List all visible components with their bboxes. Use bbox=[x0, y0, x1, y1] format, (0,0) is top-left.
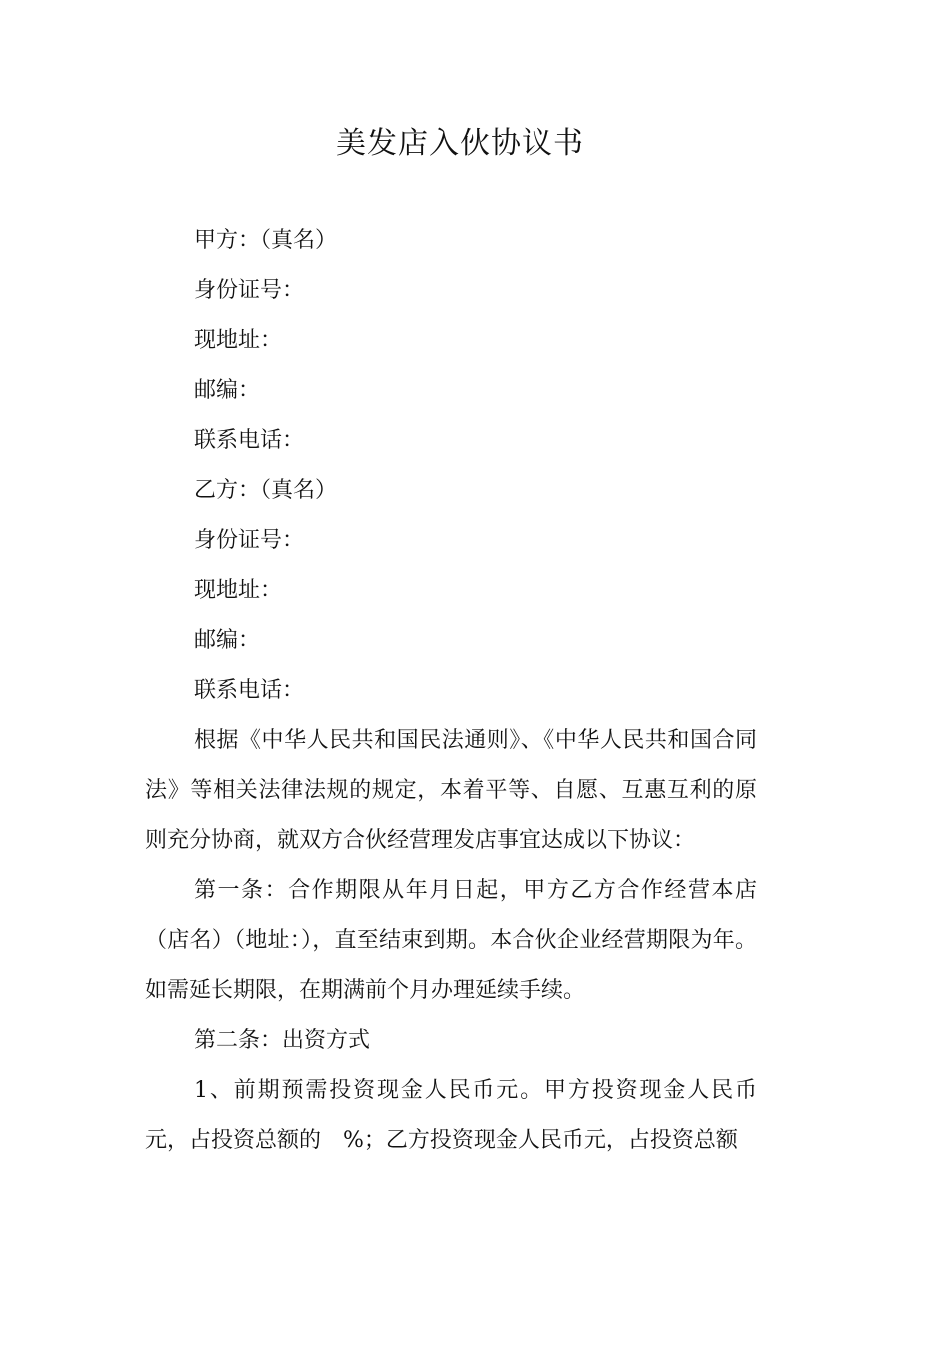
party-a-name-label: 甲方：（真名） bbox=[194, 228, 338, 253]
party-b-name-label: 乙方：（真名） bbox=[194, 478, 338, 503]
document-body bbox=[145, 216, 757, 1166]
document-title: 美发店入伙协议书 bbox=[336, 126, 584, 161]
article-2-item-1-paragraph: 1、前期预需投资现金人民币元。甲方投资现金人民币元，占投资总额的 %；乙方投资现金人民币元，占投资总额 bbox=[145, 1078, 757, 1153]
party-a-postcode-label: 邮编： bbox=[194, 378, 261, 403]
article-2-heading: 第二条：出资方式 bbox=[194, 1028, 371, 1053]
party-b-postcode-label: 邮编： bbox=[194, 628, 261, 653]
party-a-phone-label: 联系电话： bbox=[194, 428, 305, 453]
article-1-paragraph: 第一条：合作期限从年月日起，甲方乙方合作经营本店（店名）（地址：），直至结束到期。本合伙企业经营期限为年。如需延长期限，在期满前个月办理延续手续。 bbox=[145, 878, 757, 1003]
party-b-id-label: 身份证号： bbox=[194, 528, 305, 553]
preamble-paragraph: 根据《中华人民共和国民法通则》、《中华人民共和国合同法》等相关法律法规的规定，本着平等、自愿、互惠互利的原则充分协商，就双方合伙经营理发店事宜达成以下协议： bbox=[145, 728, 757, 853]
party-a-address-label: 现地址： bbox=[194, 328, 283, 353]
party-a-id-label: 身份证号： bbox=[194, 278, 305, 303]
party-b-phone-label: 联系电话： bbox=[194, 678, 305, 703]
party-b-address-label: 现地址： bbox=[194, 578, 283, 603]
